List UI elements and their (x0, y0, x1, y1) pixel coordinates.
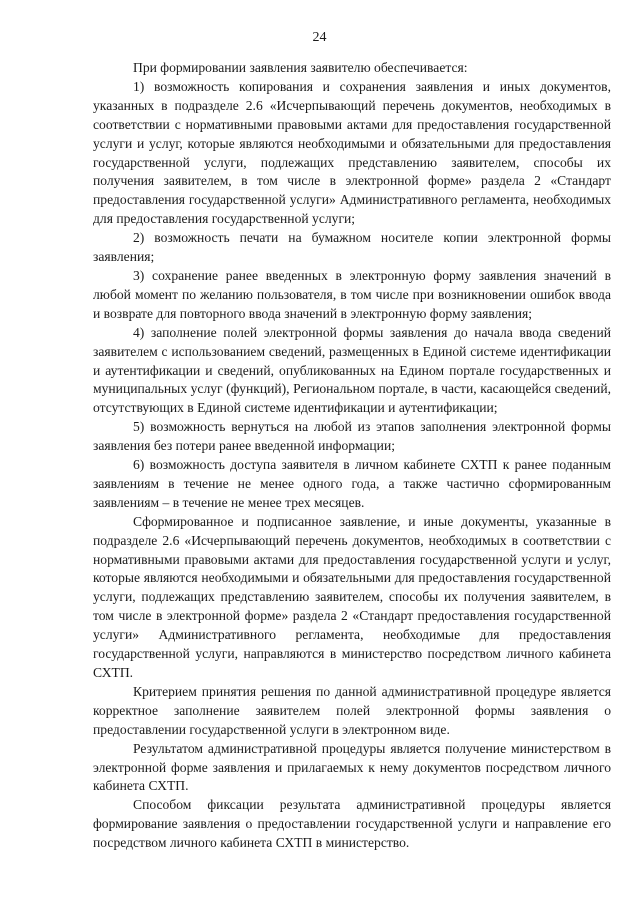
paragraph-item-2: 2) возможность печати на бумажном носителе копии электронной формы заявления; (93, 230, 611, 265)
document-body (93, 59, 611, 853)
paragraph-item-1: 1) возможность копирования и сохранения заявления и иных документов, указанных в подразделе 2.6 «Исчерпывающий перечень документов, необходимых в соответствии с нормативными правовыми актами для предоставления государственной услуги и услуг, которые являются необходимыми и обязательными для предоставления государственной услуги, подлежащих представлению заявителем, способы их получения заявителем, в том числе в электронной форме» раздела 2 «Стандарт предоставления государственной услуги» Административного регламента, необходимых для предоставления государственной услуги; (93, 78, 611, 227)
paragraph-result: Результатом административной процедуры является получение министерством в электронной форме заявления и прилагаемых к нему документов посредством личного кабинета СХТП. (93, 740, 611, 794)
paragraph-fixation: Способом фиксации результата административной процедуры является формирование заявления о предоставлении государственной услуги и направление его посредством личного кабинета СХТП в министерство. (93, 797, 611, 851)
paragraph-criterion: Критерием принятия решения по данной административной процедуре является корректное заполнение заявителем полей электронной формы заявления о предоставлении государственной услуги в электронном виде. (93, 683, 611, 737)
paragraph-intro: При формировании заявления заявителю обеспечивается: (133, 60, 468, 75)
paragraph-submission: Сформированное и подписанное заявление, и иные документы, указанные в подразделе 2.6 «Исчерпывающий перечень документов, необходимых в соответствии с нормативными правовыми актами для предоставления государственной услуги и услуг, которые являются необходимыми и обязательными для предоставления государственной услуги, подлежащих представлению заявителем, способы их получения заявителем, в том числе в электронной форме» раздела 2 «Стандарт предоставления государственной услуги» Административного регламента, необходимые для предоставления государственной услуги, направляются в министерство посредством личного кабинета СХТП. (93, 513, 611, 680)
page-number: 24 (312, 30, 327, 45)
paragraph-item-5: 5) возможность вернуться на любой из этапов заполнения электронной формы заявления без потери ранее введенной информации; (93, 419, 611, 454)
paragraph-item-3: 3) сохранение ранее введенных в электронную форму заявления значений в любой момент по желанию пользователя, в том числе при возникновении ошибок ввода и возврате для повторного ввода значений в электронную форму заявления; (93, 267, 611, 321)
paragraph-item-4: 4) заполнение полей электронной формы заявления до начала ввода сведений заявителем с использованием сведений, размещенных в Единой системе идентификации и аутентификации и сведений, опубликованных на Едином портале государственных и муниципальных услуг (функций), Региональном портале, в части, касающейся сведений, отсутствующих в Единой системе идентификации и аутентификации; (93, 324, 611, 416)
paragraph-item-6: 6) возможность доступа заявителя в личном кабинете СХТП к ранее поданным заявлениям в течение не менее одного года, а также частично сформированным заявлениям – в течение не менее трех месяцев. (93, 457, 611, 510)
